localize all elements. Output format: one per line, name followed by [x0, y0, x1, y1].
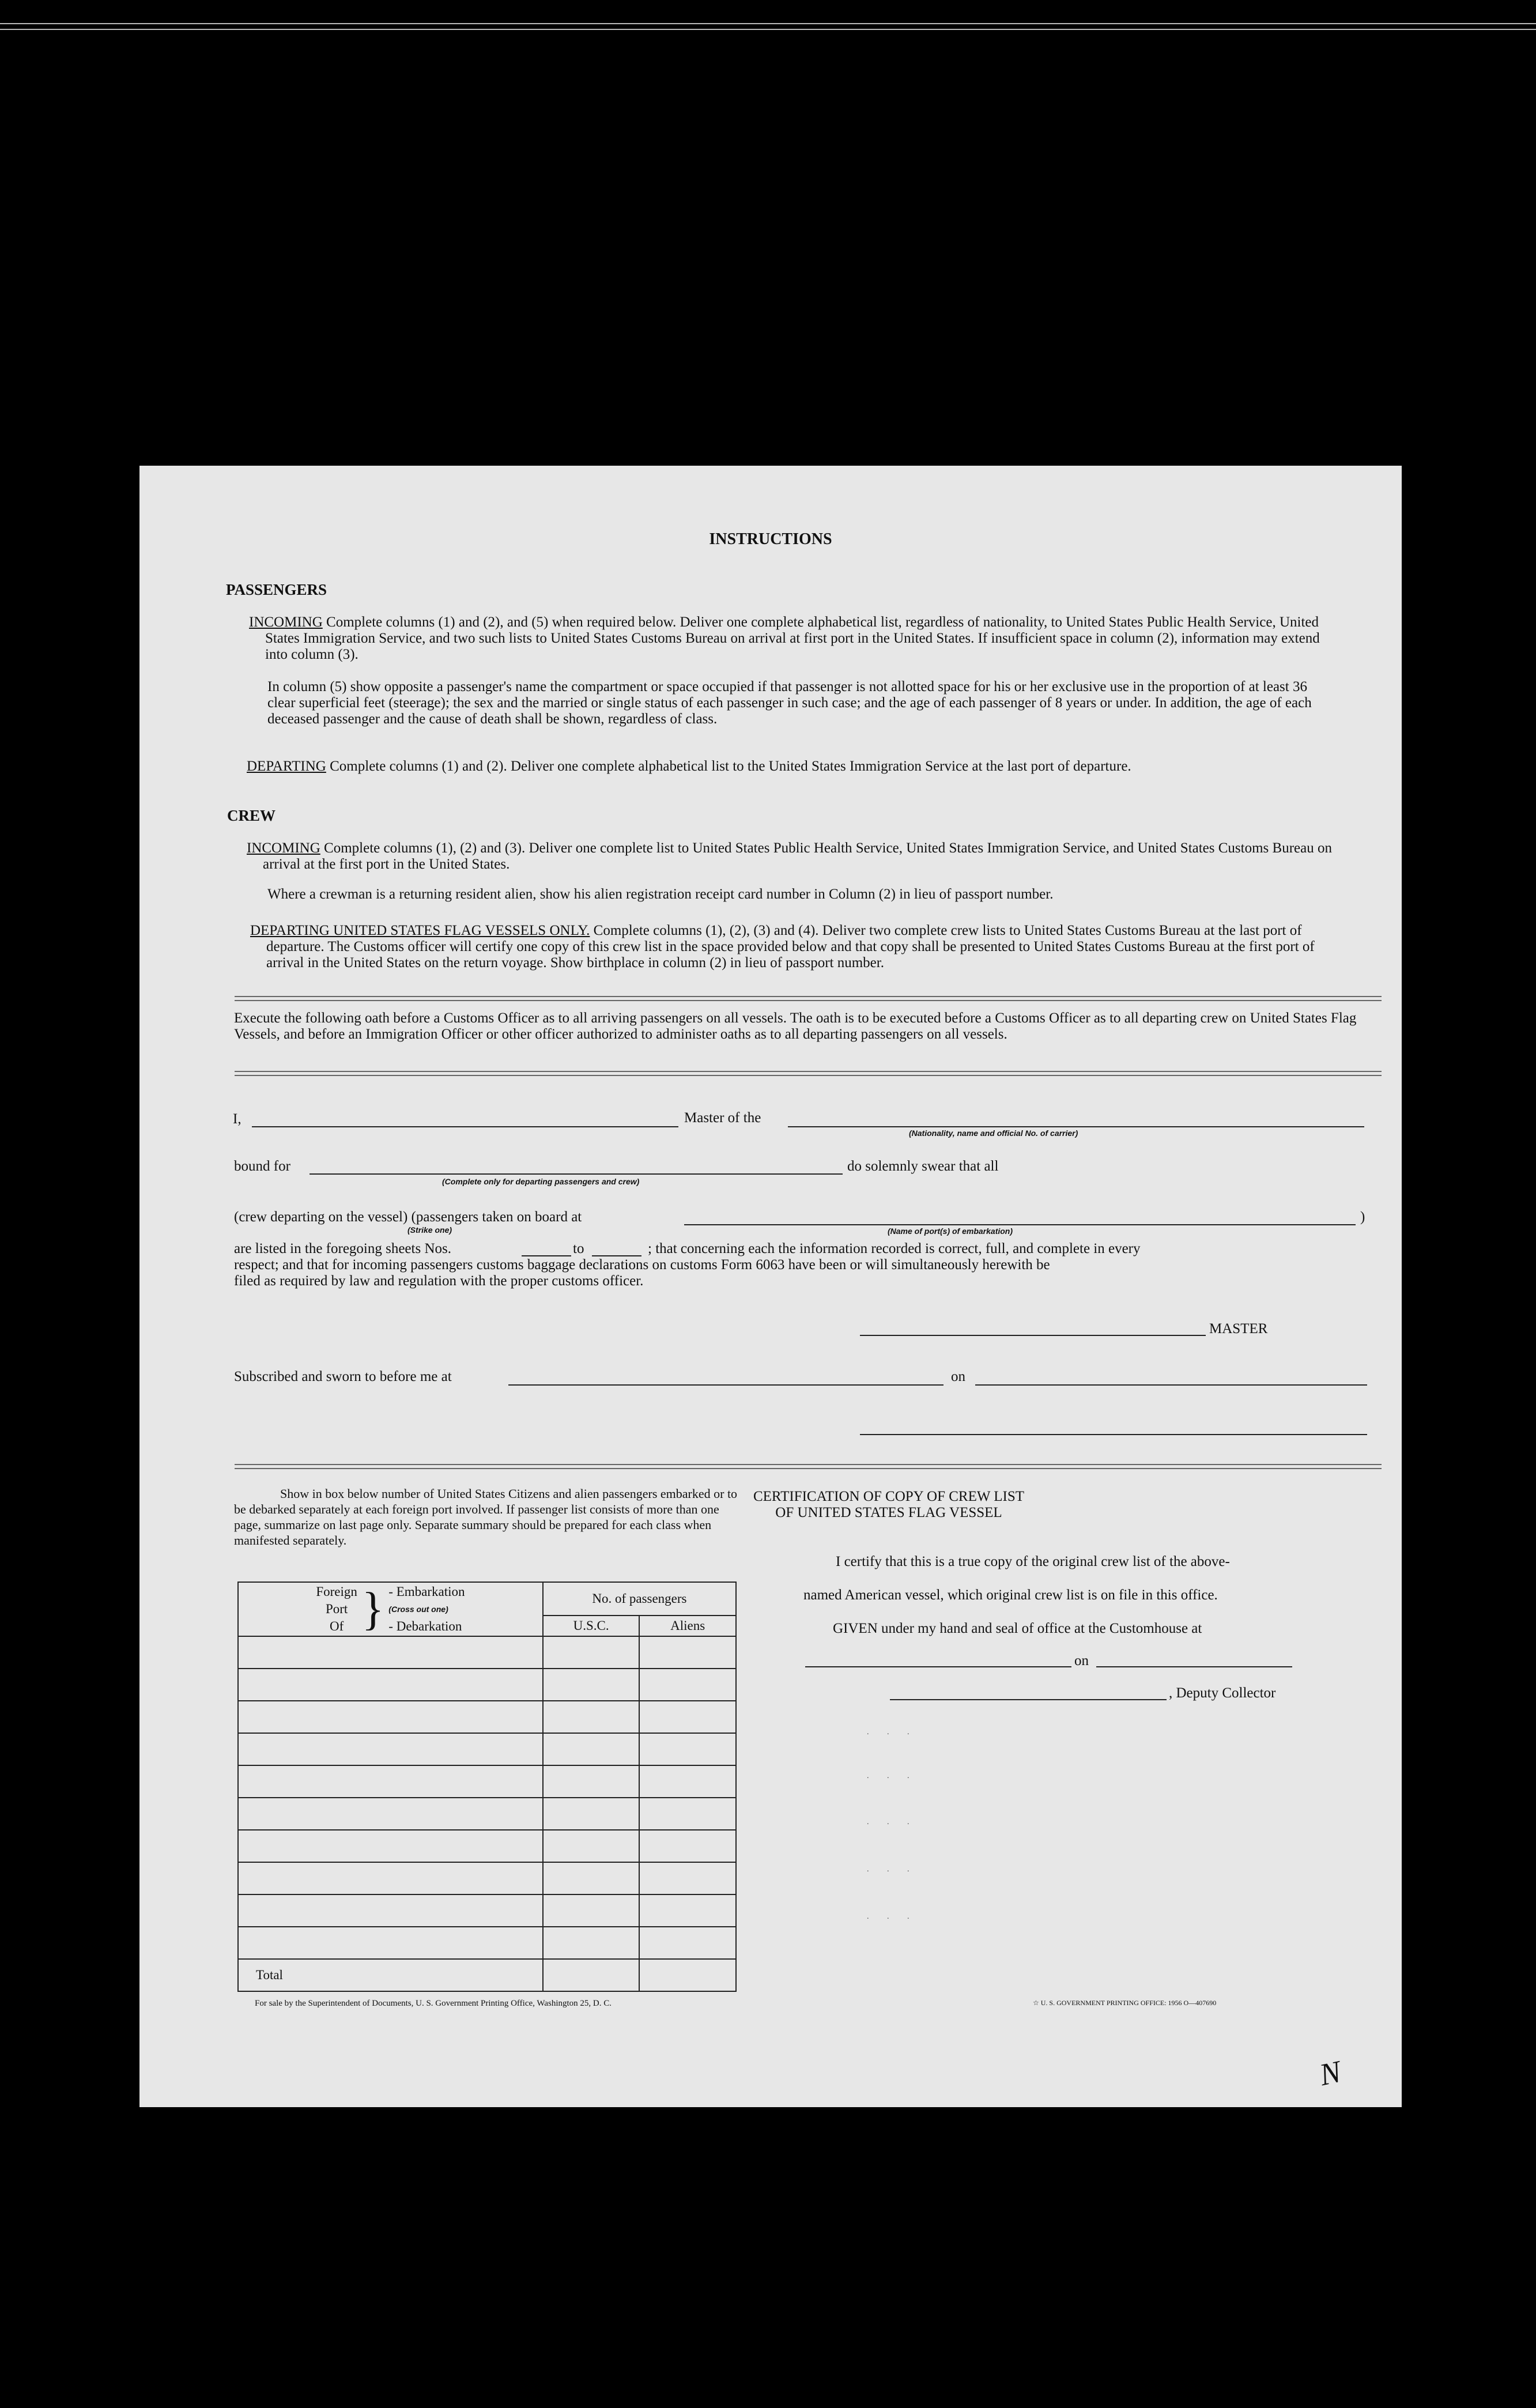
section-divider	[235, 1464, 1382, 1469]
deputy-signature-field[interactable]	[890, 1699, 1167, 1700]
crew-incoming-text: Complete columns (1), (2) and (3). Deliver one complete list to United States Public Health Service, United States Immigration Service, and United States Customs Bureau on arrival at the first port in the United States.	[263, 840, 1332, 872]
port-cell[interactable]	[238, 1798, 543, 1830]
embarkation-port-caption: (Name of port(s) of embarkation)	[888, 1226, 1013, 1236]
usc-cell[interactable]	[543, 1894, 640, 1927]
crew-passengers-text: (crew departing on the vessel) (passengers taken on board at	[234, 1209, 582, 1225]
port-cell[interactable]	[238, 1927, 543, 1959]
aliens-cell[interactable]	[639, 1927, 736, 1959]
port-cell[interactable]	[238, 1765, 543, 1798]
table-row	[238, 1830, 736, 1862]
column5-paragraph: In column (5) show opposite a passenger's name the compartment or space occupied if that passenger is not allotted space for his or her exclusive use in the proportion of at least 36 clear superficial feet (steerage); the sex and the married or single status of each passenger in such case; and the age of each passenger of 8 years or under. In addition, the age of each deceased passenger and the cause of death shall be shown, regardless of class.	[267, 679, 1312, 727]
page-title: INSTRUCTIONS	[709, 530, 832, 548]
usc-cell[interactable]	[543, 1669, 640, 1701]
crew-heading: CREW	[227, 807, 276, 824]
passengers-incoming-text: Complete columns (1) and (2), and (5) when required below. Deliver one complete alphabetical list, regardless of nationality, to United States Public Health Service, United States Immigration Service, and two such lists to United States Customs Bureau on arrival at first port in the United States. If insufficient space in column (2), information may extend into column (3).	[265, 614, 1320, 662]
table-row	[238, 1765, 736, 1798]
passengers-incoming-paragraph	[249, 614, 1337, 663]
usc-cell[interactable]	[543, 1733, 640, 1765]
table-row	[238, 1636, 736, 1669]
section-divider	[235, 1071, 1382, 1076]
deputy-collector-label: , Deputy Collector	[1169, 1685, 1276, 1701]
table-row	[238, 1862, 736, 1894]
cert-given-text: GIVEN under my hand and seal of office at the Customhouse at	[833, 1621, 1202, 1636]
passengers-departing-lead: DEPARTING	[247, 758, 326, 774]
port-cell[interactable]	[238, 1733, 543, 1765]
usc-cell[interactable]	[543, 1927, 640, 1959]
port-cell[interactable]	[238, 1701, 543, 1733]
table-row	[238, 1927, 736, 1959]
scan-border-line	[0, 29, 1536, 30]
port-cell[interactable]	[238, 1862, 543, 1894]
table-row	[238, 1733, 736, 1765]
cert-date-field[interactable]	[1096, 1666, 1292, 1667]
usc-cell[interactable]	[543, 1701, 640, 1733]
strike-one-caption: (Strike one)	[407, 1225, 452, 1235]
port-cell[interactable]	[238, 1669, 543, 1701]
aliens-cell[interactable]	[639, 1733, 736, 1765]
passenger-summary-table	[237, 1582, 737, 1992]
port-cell[interactable]	[238, 1636, 543, 1669]
footer-printing-office: ☆ U. S. GOVERNMENT PRINTING OFFICE: 1956 O—407690	[1033, 1999, 1217, 2007]
usc-cell[interactable]	[543, 1636, 640, 1669]
embarkation-option: - Embarkation	[388, 1584, 465, 1599]
table-row	[238, 1894, 736, 1927]
carrier-caption: (Nationality, name and official No. of carrier)	[909, 1128, 1078, 1138]
aliens-total-cell[interactable]	[639, 1959, 736, 1991]
port-cell[interactable]	[238, 1830, 543, 1862]
cert-place-field[interactable]	[805, 1666, 1071, 1667]
cert-title-line1: CERTIFICATION OF COPY OF CREW LIST	[753, 1489, 1025, 1504]
listed-text-end: ; that concerning each the information recorded is correct, full, and complete in every	[648, 1241, 1141, 1256]
cross-out-caption: (Cross out one)	[388, 1605, 448, 1614]
subscribed-date-field[interactable]	[975, 1384, 1367, 1386]
usc-cell[interactable]	[543, 1862, 640, 1894]
carrier-field[interactable]	[788, 1126, 1364, 1127]
oath-intro: Execute the following oath before a Customs Officer as to all arriving passengers on all vessels. The oath is to be executed before a Customs Officer as to all departing crew on United States Flag Vessels, and before an Immigration Officer or other officer authorized to administer oaths as to all departing passengers on all vessels.	[234, 1010, 1357, 1042]
master-of-label: Master of the	[684, 1110, 761, 1126]
subscribed-label: Subscribed and sworn to before me at	[234, 1369, 452, 1384]
master-signature-field[interactable]	[860, 1335, 1206, 1336]
aliens-cell[interactable]	[639, 1765, 736, 1798]
aliens-cell[interactable]	[639, 1636, 736, 1669]
master-name-field[interactable]	[252, 1126, 678, 1127]
scan-border-line	[0, 23, 1536, 24]
handwritten-page-mark: N	[1316, 2054, 1344, 2093]
aliens-header: Aliens	[639, 1616, 736, 1636]
sheet-from-field[interactable]	[522, 1255, 571, 1256]
dot-marks: . . .	[867, 1772, 918, 1780]
passengers-incoming-lead: INCOMING	[249, 614, 323, 630]
aliens-cell[interactable]	[639, 1894, 736, 1927]
crew-resident-paragraph: Where a crewman is a returning resident alien, show his alien registration receipt card number in Column (2) in lieu of passport number.	[267, 886, 1054, 902]
debarkation-option: - Debarkation	[388, 1619, 462, 1633]
crew-departing-paragraph	[250, 923, 1338, 971]
cert-on-label: on	[1074, 1653, 1089, 1669]
cert-text-line2: named American vessel, which original crew list is on file in this office.	[803, 1587, 1218, 1603]
dot-marks: . . .	[867, 1912, 918, 1921]
close-paren: )	[1360, 1209, 1365, 1225]
table-row	[238, 1669, 736, 1701]
subscribed-place-field[interactable]	[508, 1384, 944, 1386]
listed-text-line3: filed as required by law and regulation with the proper customs officer.	[234, 1273, 644, 1289]
usc-header: U.S.C.	[543, 1616, 640, 1636]
usc-cell[interactable]	[543, 1830, 640, 1862]
swear-text: do solemnly swear that all	[847, 1158, 999, 1174]
no-passengers-header: No. of passengers	[543, 1582, 736, 1616]
crew-departing-lead: DEPARTING UNITED STATES FLAG VESSELS ONLY.	[250, 923, 590, 938]
foreign-port-header	[238, 1582, 543, 1636]
embarkation-port-field[interactable]	[684, 1224, 1356, 1225]
aliens-cell[interactable]	[639, 1701, 736, 1733]
crew-incoming-paragraph	[247, 840, 1335, 873]
total-row	[238, 1959, 736, 1991]
dot-marks: . . .	[867, 1728, 918, 1737]
cert-text-line1: I certify that this is a true copy of the original crew list of the above-	[836, 1554, 1230, 1569]
master-label: MASTER	[1209, 1321, 1268, 1337]
summary-intro: Show in box below number of United States Citizens and alien passengers embarked or to be debarked separately at each foreign port involved. If passenger list consists of more than one page, summarize on last page only. Separate summary should be prepared for each class when manifested separately.	[234, 1486, 738, 1548]
bound-for-caption: (Complete only for departing passengers and crew)	[442, 1177, 640, 1186]
subscribed-on-label: on	[951, 1369, 965, 1384]
total-label: Total	[238, 1959, 543, 1991]
cert-title-line2: OF UNITED STATES FLAG VESSEL	[775, 1505, 1002, 1520]
passengers-departing-paragraph	[247, 758, 1341, 775]
bound-for-field[interactable]	[310, 1173, 843, 1175]
passengers-heading: PASSENGERS	[226, 581, 327, 598]
listed-text-line2: respect; and that for incoming passengers customs baggage declarations on customs Form 6063 have been or will simultaneously herewith be	[234, 1257, 1050, 1273]
table-row	[238, 1701, 736, 1733]
aliens-cell[interactable]	[639, 1669, 736, 1701]
section-divider	[235, 996, 1382, 1001]
brace-glyph: }	[361, 1584, 384, 1635]
passengers-departing-text: Complete columns (1) and (2). Deliver one complete alphabetical list to the United States Immigration Service at the last port of departure.	[326, 758, 1131, 774]
sheet-to-field[interactable]	[592, 1255, 641, 1256]
usc-total-cell[interactable]	[543, 1959, 640, 1991]
dot-marks: . . .	[867, 1818, 918, 1826]
foreign-port-word2: Port	[325, 1602, 348, 1616]
footer-sale-note: For sale by the Superintendent of Documents, U. S. Government Printing Office, Washington 25, D. C.	[255, 1999, 612, 2008]
foreign-port-word1: Foreign	[316, 1584, 357, 1599]
crew-departing-text: Complete columns (1), (2), (3) and (4). Deliver two complete crew lists to United States Customs Bureau at the last port of departure. The Customs officer will certify one copy of this crew list in the space provided below and that copy shall be presented to United States Customs Bureau at the first port of arrival in the United States on the return voyage. Show birthplace in column (2) in lieu of passport number.	[266, 923, 1315, 971]
usc-cell[interactable]	[543, 1798, 640, 1830]
aliens-cell[interactable]	[639, 1862, 736, 1894]
aliens-cell[interactable]	[639, 1798, 736, 1830]
usc-cell[interactable]	[543, 1765, 640, 1798]
dot-marks: . . .	[867, 1865, 918, 1874]
officer-signature-field[interactable]	[860, 1434, 1367, 1435]
listed-to-label: to	[573, 1241, 584, 1256]
form-page	[139, 466, 1402, 2107]
foreign-port-word3: Of	[329, 1619, 344, 1633]
listed-text-start: are listed in the foregoing sheets Nos.	[234, 1241, 451, 1256]
crew-incoming-lead: INCOMING	[247, 840, 320, 856]
oath-i-label: I,	[233, 1111, 241, 1127]
port-cell[interactable]	[238, 1894, 543, 1927]
table-row	[238, 1798, 736, 1830]
bound-for-label: bound for	[234, 1158, 290, 1174]
aliens-cell[interactable]	[639, 1830, 736, 1862]
